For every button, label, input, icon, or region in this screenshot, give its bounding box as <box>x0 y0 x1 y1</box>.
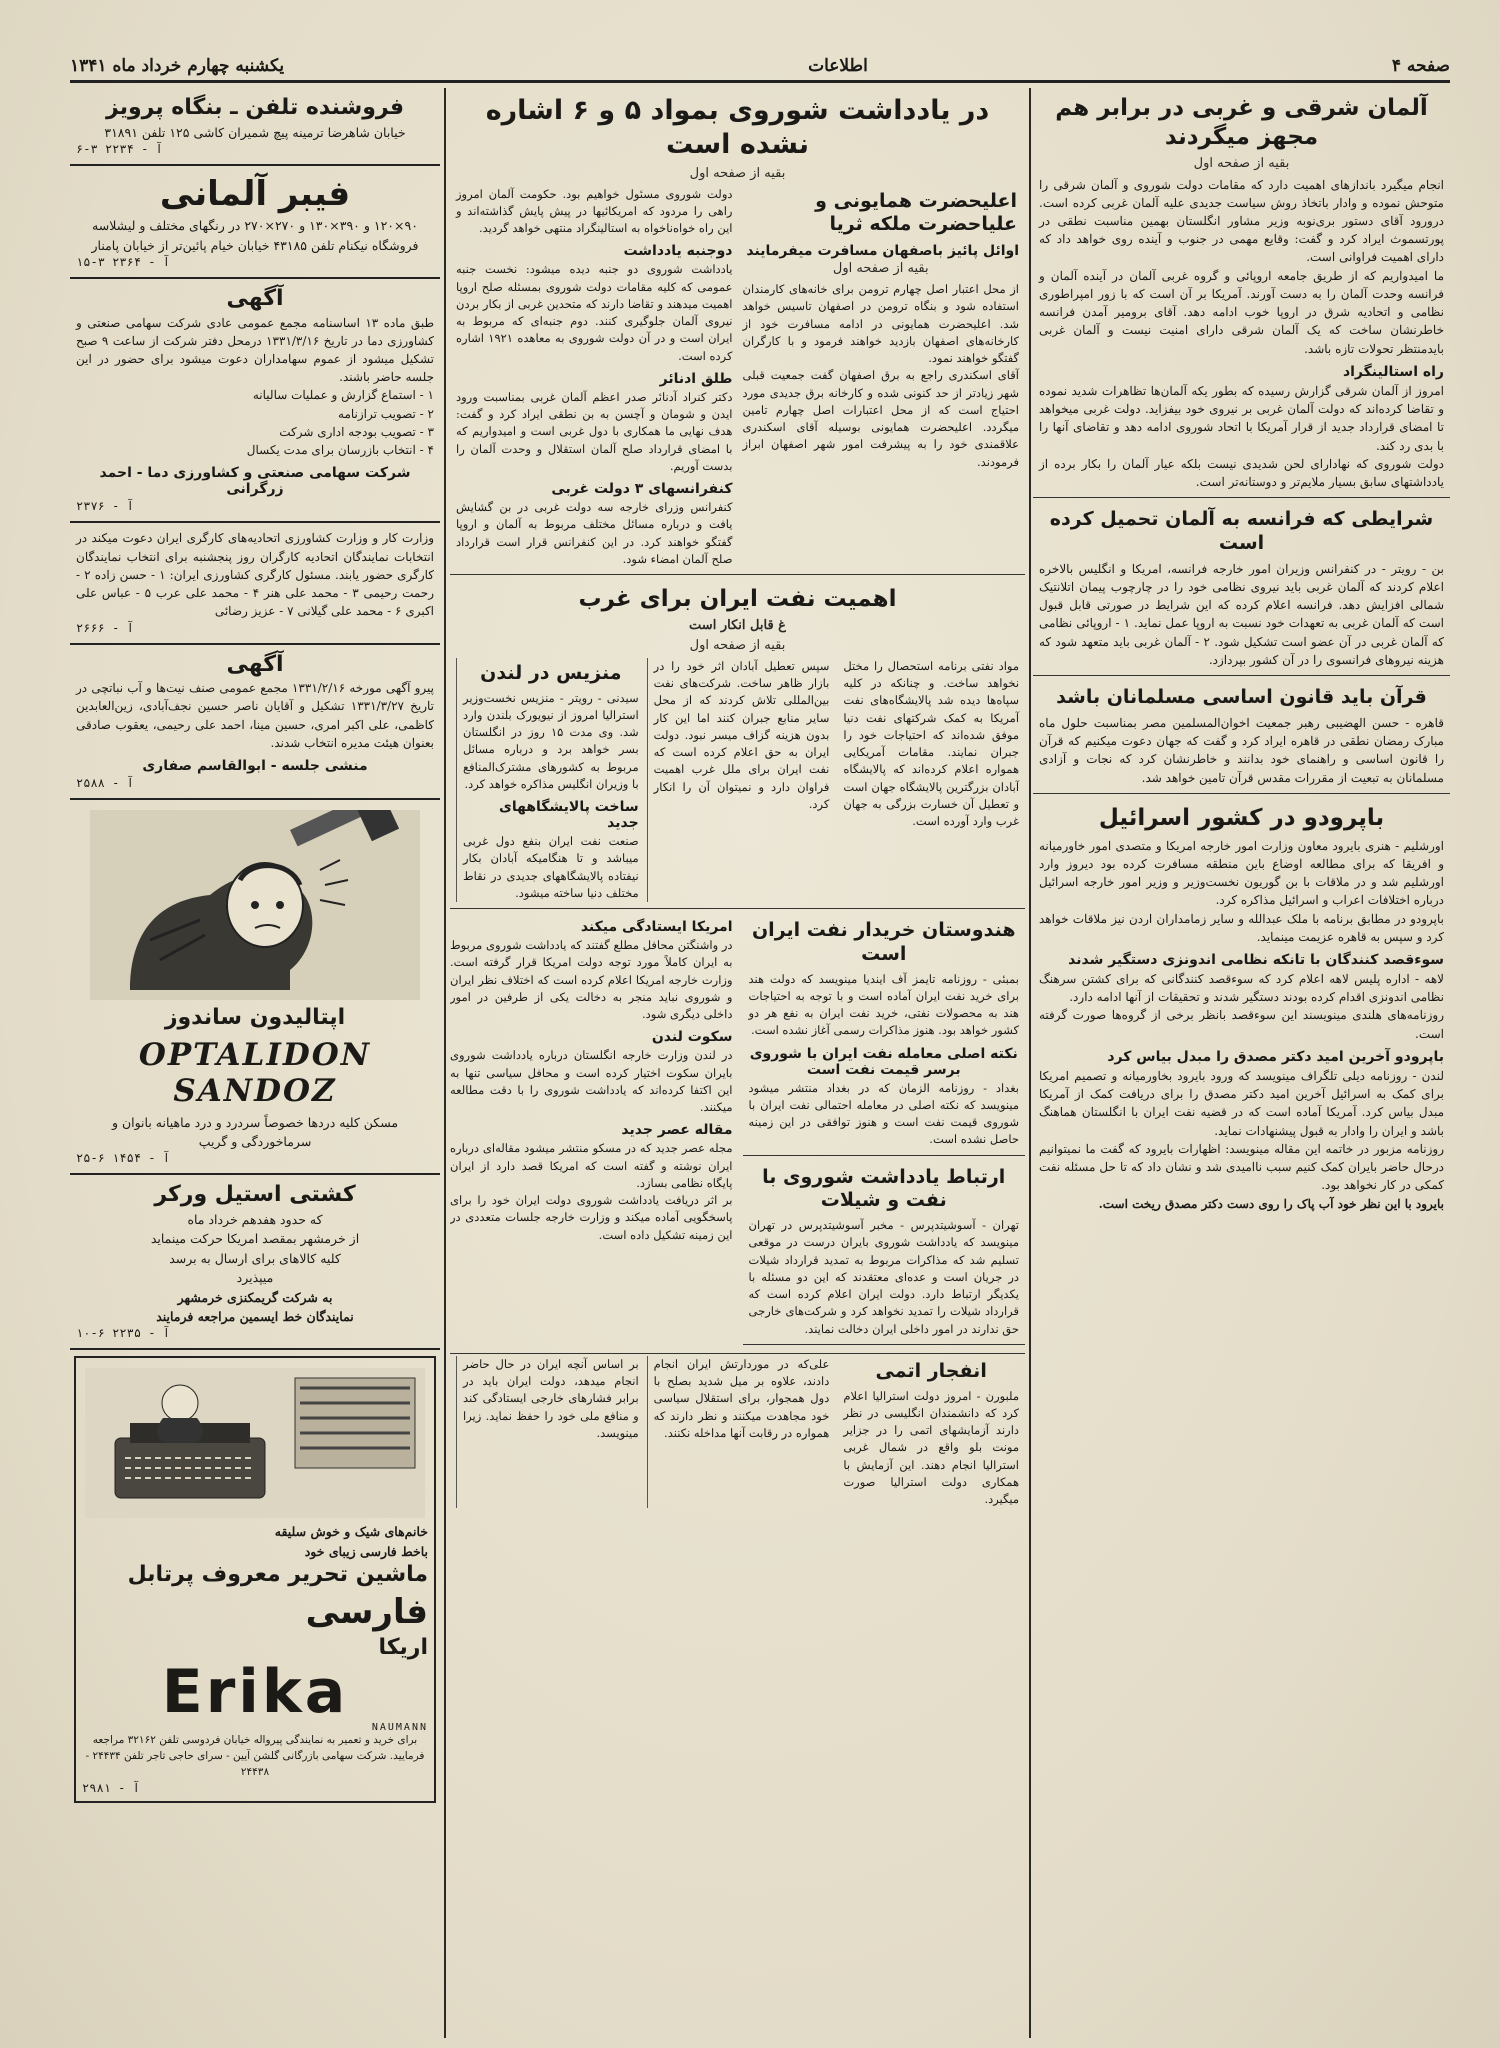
subheading: سوءقصد کنندگان با تانکه نظامی اندونزی دستگیر شدند <box>1068 952 1444 968</box>
typewriter-illustration <box>85 1368 425 1518</box>
article-body: علی‌که در موردارتش ایران انجام دادند، علاوه بر میل شدید بصلح با دول همجوار، برای استقلال سیاسی خود مجاهدت میکنند و نظر دارند که همواره در رقابت آنها مداخله نکنند. <box>653 1356 830 1440</box>
ad-text: مسکن کلیه دردها خصوصاً سردرد و درد ماهیانه بانوان و سرماخوردگی و گریپ <box>111 1114 399 1150</box>
ad-title: آگهی <box>226 285 284 311</box>
agenda-item: ۴ - انتخاب بازرسان برای مدت یکسال <box>246 443 434 458</box>
lower-middle <box>450 913 1025 1349</box>
middle-column <box>450 88 1025 2038</box>
article-body: تهران - آسوشیتدپرس - مخبر آسوشیتدپرس در تهران مینویسد که یادداشت شوروی بایران درست در موقعی تسلیم شد که مذاکرات مربوط به تمدید قرارداد شیلات در جریان است و عده‌ای معتقدند که این دو مسئله با یکدیگر ارتباط دارد. دولت ایران اعلام کرده است که قرارداد شیلات را تمدید نخواهد کرد و شرکت‌های خارجی حق ندارند در امور داخلی ایران دخالت نمایند. <box>748 1218 1019 1336</box>
article-body: در واشنگتن محافل مطلع گفتند که یادداشت شوروی مربوط به ایران کاملاً مورد توجه دولت امریکا قرار گرفته است. وزارت خارجه امریکا اعلام کرده است که اختلاف نظر ایران و شوروی نباید منجر به دخالت یکی از طرفین در امور داخلی دیگری شود. <box>450 938 733 1021</box>
article-column <box>743 186 1020 569</box>
article-body: دکتر کنراد آدنائر صدر اعظم آلمان غربی بمناسبت ورود ایدن و شومان و آچسن به بن نطقی ایراد کرد و گفت: هدف نهایی ما همکاری با دول غربی است و امیدواریم که با امضای قرارداد صلح آلمان استقلال و وحدت آلمان را بدست آوریم. <box>456 389 733 473</box>
article-body: سیدنی - رویتر - منزیس نخست‌وزیر استرالیا امروز از نیویورک بلندن وارد شد. وی مدت ۱۵ روز در انگلستان بسر خواهد برد و درباره مسائل مربوط به کشورهای مشترک‌المنافع با وزیران انگلیس مذاکره خواهد کرد. <box>463 690 639 791</box>
agenda-item: ۲ - تصویب ترازنامه <box>338 406 434 421</box>
ad-signature: شرکت سهامی صنعتی و کشاورزی دما - احمد زرگرانی <box>99 465 411 498</box>
article-body: امروز از آلمان شرقی گزارش رسیده که بطور یکه آلمان‌ها تظاهرات شدید نموده و تقاضا کرده‌اند که دولت آلمان غربی بر نیروی خود بیفزاید. دولت غربی میخواهد تا امضای قرارداد جدید از قرار آمریکا با اتحاد شوروی ادامه دهد و تقاضای آنها را با بدی رد کند. <box>1039 383 1445 453</box>
continued-note: بقیه از صفحه اول <box>832 261 929 276</box>
article-columns <box>456 658 1019 902</box>
ad-title: کشتی استیل ورکر <box>154 1182 356 1208</box>
erika-sub: NAUMANN <box>371 1722 428 1734</box>
article-body: یادداشت شوروی دو جنبه دیده میشود: نخست جنبه عمومی که کلیه مقامات دولت شوروی بمسئله صلح اروپا اهمیت میدهند و تقاضا دارند که متحدین غربی از بکار بردن نیروی آلمان جلوگیری کنند. دوم جنبه‌ای که مربوط به ایران است و در آن دولت شوروی به معاهده ۱۹۲۱ اشاره کرده است. <box>456 262 733 363</box>
article-body: لندن - روزنامه دیلی تلگراف مینویسد که ورود بایرود بخاورمیانه و تصمیم امریکا برای کمک به اسرائیل آخرین امید دکتر مصدق را برای دریافت کمک از آمریکا مبدل بیاس کرد. آمریکا آماده است که در قضیه نفت ایران با انگلستان هماهنگ باشد و ایران را وادار به قبول پیشنهادات نماید. <box>1039 1068 1444 1138</box>
ad-text: ۹۰×۱۲۰ و ۳۹۰×۱۳۰ و ۲۷۰×۲۷۰ در رنگهای مختلف و لیشلاسه فروشگاه نیکنام تلفن ۴۳۱۸۵ خیابان خیام پائین‌تر از خیابان پامنار <box>91 218 419 253</box>
article-columns <box>456 186 1019 569</box>
headline: آلمان شرقی و غربی در برابر هم مجهز میگردند <box>1055 95 1428 150</box>
article-body: آقای اسکندری راجع به برق اصفهان گفت جمعیت قبلی شهر زیادتر از حد کنونی شده و کارخانه برق جدیدی مورد احتیاج است که از محل اعتبارات اصل چهارم تامین میگردد. اعلیحضرت همایونی بوسیله آقای اسکندری علاقمندی خود را به پیشرفت امور شهر اصفهان ابراز فرمودند. <box>742 368 1019 469</box>
ad-code: آ - ۲۲۳۵ ۶-۱۰ <box>76 1326 170 1341</box>
ad-erika-typewriter <box>74 1356 436 1803</box>
lower-middle-left <box>743 913 1026 1349</box>
headline: هندوستان خریدار نفت ایران است <box>751 919 1016 965</box>
ad-line: کلیه کالاهای برای ارسال به برسد <box>169 1250 341 1266</box>
ad-code: آ - ۲۶۶۶ <box>76 620 134 635</box>
column-divider <box>1029 88 1031 2038</box>
ad-title: آگهی <box>226 651 284 677</box>
newspaper-name: اطلاعات <box>808 56 868 76</box>
article-body: قاهره - حسن الهضیبی رهبر جمعیت اخوان‌المسلمین مصر بمناسبت حلول ماه مبارک رمضان نطقی در قاهره ایراد کرد و گفت که جهان دعوت میکنیم که قرآن را قانون اساسی و راهنمای خود بدانند و خاطرنشان کرد که نجات و آزادی مسلمانان به تبعیت از مقررات مقدس قرآن تامین خواهد شد. <box>1039 715 1444 785</box>
ad-title: اپتالیدون ساندوز <box>164 1005 346 1031</box>
article-body: اورشلیم - هنری بایرود معاون وزارت امور خارجه امریکا و متصدی امور خاورمیانه و افریقا که برای مطالعه اوضاع باین منطقه مسافرت کرده بود دیروز وارد اورشلیم شد و در ملاقات با بن گوریون نخست‌وزیر و وزیر امور خارجه اسرائیل درباره اختلافات اعراب و اسرائیل مذاکره کرد. <box>1039 838 1444 908</box>
subheading: سکوت لندن <box>651 1029 733 1046</box>
headline: باپرودو در کشور اسرائیل <box>1098 804 1385 831</box>
article-quran <box>1033 680 1450 794</box>
ad-address: خیابان شاهرضا ترمینه پیچ شمیران کاشی ۱۲۵ تلفن ۳۱۸۹۱ <box>104 124 406 140</box>
ad-line: که حدود هفدهم خرداد ماه <box>187 1212 323 1228</box>
ad-parviz-phone <box>70 88 440 166</box>
ad-steel-worker-ship <box>70 1175 440 1350</box>
article-closing: بایرود با این نظر خود آب پاک را روی دست دکتر مصدق ریخت است. <box>1098 1196 1444 1211</box>
ad-notice-dama <box>70 279 440 523</box>
article-body: روزنامه مزبور در خاتمه این مقاله مینویسد: اظهارات بایرود که گفت ما نمیتوانیم درحال حاضر بایران کمک کنیم سبب ناامیدی شد و نشان داد که تا حل مسئله نفت کمکی در کار نخواهد بود. <box>1039 1141 1444 1193</box>
ad-code: آ - ۲۹۸۱ <box>82 1781 140 1796</box>
article-body: ملبورن - امروز دولت استرالیا اعلام کرد که دانشمندان انگلیسی در نظر دارند آزمایشهای اتمی را در جزایر مونت بلو واقع در شمال غربی استرالیا انجام دهند. این آزمایش با همکاری دولت استرالیا صورت میگیرد. <box>843 1388 1020 1506</box>
ad-line: ماشین تحریر معروف پرتابل <box>127 1562 428 1588</box>
ad-signature: منشی جلسه - ابوالقاسم صفاری <box>142 758 368 775</box>
subheading: دوجنبه یادداشت <box>623 243 733 260</box>
subheading: راه استالینگراد <box>1342 363 1444 380</box>
article-body: بمبئی - روزنامه تایمز آف اینديا مینویسد که دولت هند برای خرید نفت ایران آماده است و با توجه به احتیاجات هند به محصولات نفتی، خرید نفت ایران به نفع هر دو کشور خواهد بود. هنوز مذاکرات رسمی آغاز نشده است. <box>748 971 1019 1038</box>
article-column <box>456 1356 639 1509</box>
article-body: دولت شوروی که نهادارای لحن شدیدی نیست بلکه عیار آلمان را بکار برده از یادداشتهای سابق بسیار ملایم‌تر و دوستانه‌تر است. <box>1039 456 1444 490</box>
ad-german-fiber <box>70 166 440 279</box>
subheading: اوائل پائیز باصفهان مسافرت میفرمایند <box>746 243 1019 259</box>
continued-note: بقیه از صفحه اول <box>689 637 786 653</box>
sub-headline: غ قابل انکار است <box>689 617 786 633</box>
article-fisheries <box>743 1160 1026 1345</box>
erika-logo: Erika <box>161 1657 349 1728</box>
ad-line: اریکا <box>378 1634 428 1660</box>
headline: منزیس در لندن <box>480 661 622 684</box>
headline: در یادداشت شوروی بمواد ۵ و ۶ اشاره نشده است <box>485 95 990 160</box>
issue-date: یکشنبه چهارم خرداد ماه ۱۳۴۱ <box>70 56 285 76</box>
ad-optalidon <box>70 800 440 1175</box>
subheading: ساخت پالایشگاههای جدید <box>498 799 639 831</box>
headache-illustration <box>90 810 420 1000</box>
ad-title: فارسی <box>305 1591 428 1632</box>
ad-line: از خرمشهر بمقصد امریکا حرکت مینماید <box>150 1231 360 1247</box>
column-divider <box>444 88 446 2038</box>
article-byroade-israel <box>1033 798 1450 1219</box>
subheading: طلق ادنائر <box>659 370 733 387</box>
ad-labor-ministry <box>70 523 440 644</box>
left-column <box>70 88 440 2038</box>
ad-text: طبق ماده ۱۳ اساسنامه مجمع عمومی عادی شرکت سهامی صنعتی و کشاورزی دما در تاریخ ۱۳۳۱/۳/۱۶ درمحل دفتر شرکت از ساعت ۹ صبح تشکیل میشود از عموم سهامداران دعوت میشود برای حضور در این جلسه حاضر باشند. <box>76 315 434 385</box>
article-column <box>837 1356 1019 1509</box>
article-france-conditions <box>1033 502 1450 676</box>
ad-code: آ - ۲۳۷۶ <box>76 499 134 514</box>
ad-text: وزارت کار و وزارت کشاورزی اتحادیه‌های کارگری ایران دعوت میکند در انتخابات نمایندگان اتحادیه کارگران روز پنجشنبه برای انتخاب نمایندگان کارگری حضور یابند. مسئول کارگری کشاورزی ایران: ۱ - حسن زاده ۲ - رحمت رحیمی ۳ - محمد علی هنر ۴ - محمد علی عرب ۵ - عباس علی اکبری ۶ - محمد علی گیلانی ۷ - عزیز رضائی <box>76 531 434 619</box>
article-column <box>647 658 830 902</box>
right-column <box>1033 88 1450 2038</box>
article-body: لاهه - اداره پلیس لاهه اعلام کرد که سوءقصد کنندگانی که برای کشتن سرهنگ نظامی اندونزی اقدام کرده بودند دستگیر شدند و تحقیقات از آنها ادامه دارد. <box>1039 972 1444 1005</box>
ad-line: میپذیرد <box>236 1270 274 1286</box>
article-body: باپرودو در مطابق برنامه با ملک عبدالله و سایر زمامداران اردن نیز ملاقات خواهد کرد و سپس به قاهره عزیمت مینماید. <box>1039 911 1444 944</box>
ad-code: آ - ۲۳۶۴ ۳-۱۵ <box>76 254 170 269</box>
agenda-item: ۳ - تصویب بودجه اداری شرکت <box>279 424 434 439</box>
ad-code: آ - ۲۲۳۴ ۳-۶ <box>76 141 163 156</box>
ad-line: باخط فارسی زیبای خود <box>304 1543 428 1559</box>
ad-title: فروشنده تلفن ـ بنگاه پرویز <box>106 95 404 120</box>
article-body: بغداد - روزنامه الزمان که در بغداد منتشر میشود مینویسد که نکته اصلی در معامله احتمالی نفت ایران با شوروی قیمت نفت است و هنوز توافقی در این زمینه حاصل نشده است. <box>748 1080 1019 1147</box>
ad-footer: برای خرید و تعمیر به نمایندگی پیرواله خیابان فردوسی تلفن ۳۲۱۶۲ مراجعه فرمایید. شرکت سهامی بازرگانی گلشن آیین - سرای حاجی تاجر تلفن ۲۴۴۳۴ - ۲۴۴۳۸ <box>85 1734 425 1779</box>
ad-code: آ - ۱۴۵۴ ۶-۲۵ <box>76 1151 170 1166</box>
subheading: نکته اصلی معامله نفت ایران با شوروی برسر قیمت نفت است <box>749 1045 1018 1078</box>
article-india <box>743 913 1026 1156</box>
article-atomic <box>450 1353 1025 1515</box>
article-soviet-note <box>450 88 1025 575</box>
ad-notice-confectioners <box>70 645 440 801</box>
headline: انفجار اتمی <box>875 1359 987 1382</box>
article-column <box>456 186 733 569</box>
brand-latin: OPTALIDON SANDOZ <box>138 1036 372 1109</box>
agenda-item: ۱ - استماع گزارش و عملیات سالیانه <box>252 388 434 403</box>
subheading: کنفرانسهای ۳ دولت غربی <box>551 481 733 497</box>
article-body: از محل اعتبار اصل چهارم ترومن برای خانه‌های کارمندان استفاده شود و بنگاه ترومن در اصفهان تاسیس خواهد شد. اعلیحضرت همایونی در ادامه مسافرت خود از کارخانه‌های اصفهان بازدید خواهند فرمود و با کارگران گفتگو خواهند نمود. <box>742 282 1019 365</box>
article-columns <box>456 1356 1019 1509</box>
article-body: روزنامه‌های هلندی مینویسند این سوءقصد بانظر برخی از گروه‌ها صورت گرفته است. <box>1039 1008 1444 1041</box>
article-column <box>837 658 1019 902</box>
article-body: صنعت نفت ایران بنفع دول غربی میباشد و تا هنگامیکه آبادان بکار نیفتاده پالایشگاههای جدیدی در نقاط مختلف دنیا ساخته میشود. <box>463 834 639 900</box>
article-germany <box>1033 88 1450 498</box>
subheading: مقاله عصر جدید <box>621 1122 733 1139</box>
article-iran-oil <box>450 579 1025 909</box>
ad-text: پیرو آگهی مورخه ۱۳۳۱/۲/۱۶ مجمع عمومی صنف نیت‌ها و آب نباتچی در تاریخ ۱۳۳۱/۳/۲۷ تشکیل و آقایان ناصر حسین نجف‌آبادی، زین‌العابدین کاظمی، علی اکبر امری، حسین مینا، احمد علی رحیمی، یعقوب صادقی بعنوان هیئت مدیره انتخاب شدند. <box>76 681 434 750</box>
article-column <box>647 1356 830 1509</box>
headline: اهمیت نفت ایران برای غرب <box>578 586 897 612</box>
continued-note: بقیه از صفحه اول <box>1193 155 1290 171</box>
article-body: دولت شوروی مسئول خواهیم بود. حکومت آلمان امروز راهی را مردود که امریکائیها در پیش پایش گذاشته‌اند و این راه خواه‌ناخواه به استالینگراد منتهی خواهد گردید. <box>456 186 733 235</box>
article-body: بر اساس آنچه ایران در حال حاضر انجام میدهد، دولت ایران باید در برابر فشارهای خارجی ایستادگی کند و منافع ملی خود را حفظ نماید. زیرا مینویسد. <box>463 1356 639 1440</box>
article-body: بن - رویتر - در کنفرانس وزیران امور خارجه فرانسه، امریکا و انگلیس بالاخره اعلام کردند که آلمان غربی باید نیروی نظامی خود را در چارچوب پیمان اتلانتیک شمالی افزایش دهد. فرانسه اعلام کرده که این شرایط در صورتی قابل قبول است که آلمان غربی به تعهدات خود نسبت به اروپا عمل نماید. ۱ - اروپائی نظامی که آلمان غربی در آن عضو است تشکیل شود. ۲ - آلمان غربی باید متعهد شود که هزینه نیروهای فرانسوی را در آن کشور بپردازد. <box>1039 561 1445 667</box>
article-body: مواد نفتی برنامه استحصال را مختل نخواهد ساخت. و چنانکه در کلیه سپاه‌ها دیده شد پالایشگاه‌های نفت آمریکا به کمک شرکتهای نفت دنیا موفق شده‌اند که احتیاجات خود را جبران نمایند. مقامات آمریکایی همواره اعلام کرده‌اند که پالایشگاه آبادان بزرگترین پالایشگاه جهان است و تعطیل آن خسارت بزرگی به جهان غرب وارد آورده است. <box>843 658 1020 828</box>
columns <box>70 88 1450 2038</box>
article-body: کنفرانس وزرای خارجه سه دولت غربی در بن گشایش یافت و درباره مسائل مختلف مربوط به آلمان و اروپا گفتگو خواهند کرد. در این کنفرانس قرار است قرارداد صلح آلمان امضاء شود. <box>456 500 733 566</box>
article-column <box>456 658 639 902</box>
masthead <box>70 52 1450 83</box>
ad-code: آ - ۲۵۸۸ <box>76 776 134 791</box>
article-body: انجام میگیرد باندازهای اهمیت دارد که مقامات دولت شوروی و آلمان شرقی را متوحش نموده و وادار باتخاذ روش سیاست جدیدی علیه آلمان غربی کرده است. درورود آقای دستور بری‌نوبه وزیر مشاور انگلستان بهمین مناسبت نطقی در پورتسموث ایراد کرد و گفت: وقایع مهمی در جنوب و آینده روی خواهد داد که دارای اهمیت فراوانی است. <box>1039 177 1444 265</box>
article-body: بر اثر دریافت یادداشت شوروی دولت ایران خود را برای پاسخگویی آماده میکند و وزارت خارجه جلسات متعددی در این زمینه تشکیل داده است. <box>450 1193 733 1242</box>
article-body: مجله عصر جدید که در مسکو منتشر میشود مقاله‌ای درباره ایران نوشته و گفته است که امریکا قصد دارد از ایران پایگاه نظامی بسازد. <box>450 1141 733 1190</box>
subheading: امریکا ایستادگی میکند <box>580 919 733 935</box>
subheading: باپرودو آخرین امید دکتر مصدق را مبدل بیاس کرد <box>1107 1048 1444 1065</box>
lower-middle-right <box>450 913 733 1349</box>
headline: قرآن باید قانون اساسی مسلمانان باشد <box>1056 686 1427 709</box>
article-body: سپس تعطیل آبادان اثر خود را در بازار ظاهر ساخت. شرکت‌های نفت بین‌المللی تلاش کردند که از محل سایر منابع جبران کنند اما این کار بدون هزینه گزاف میسر نبود. دولت ایران به حق اعلام کرده است که نفت ایران برای ملل غرب اهمیت فراوان دارد و نمیتوان آن را انکار کرد. <box>653 658 830 811</box>
ad-line: نمایندگان خط ایسمین مراجعه فرمایند <box>156 1308 354 1324</box>
headline: اعلیحضرت همایونی و علیاحضرت ملکه ثریا <box>815 189 1017 236</box>
ad-line: به شرکت گریمکنزی خرمشهر <box>177 1289 333 1305</box>
ad-title: فیبر آلمانی <box>159 173 351 214</box>
ad-line: خانم‌های شیک و خوش سلیقه <box>274 1524 428 1540</box>
article-body: در لندن وزارت خارجه انگلستان درباره یادداشت شوروی بایران سکوت اختیار کرده است و محافل سیاسی تنها به این اکتفا کرده‌اند که یادداشت شوروی را با دقت مطالعه میکنند. <box>450 1048 733 1114</box>
headline: ارتباط یادداشت شوروی با نفت و شیلات <box>762 1165 1006 1212</box>
article-body: ما امیدواریم که از طریق جامعه اروپائی و گروه غربی آلمان در آینده آلمان و فرانسه وحدت آلمان را به دست آورند. آمریکا بر آن است که با زور امپراطوری نظامی و اتحادیه شرق در اروپا خوب ادامه دهد. آقای برومیر آمدن فرانسه خاطرنشان ساخت که یک آلمان شرقی دارای امنیت نیست و آلمان غربی بایدمنتظر تحولات تازه باشد. <box>1039 268 1444 356</box>
headline: شرایطی که فرانسه به آلمان تحمیل کرده است <box>1049 508 1434 554</box>
continued-note: بقیه از صفحه اول <box>689 165 786 181</box>
page-number: صفحه ۴ <box>1391 56 1450 76</box>
